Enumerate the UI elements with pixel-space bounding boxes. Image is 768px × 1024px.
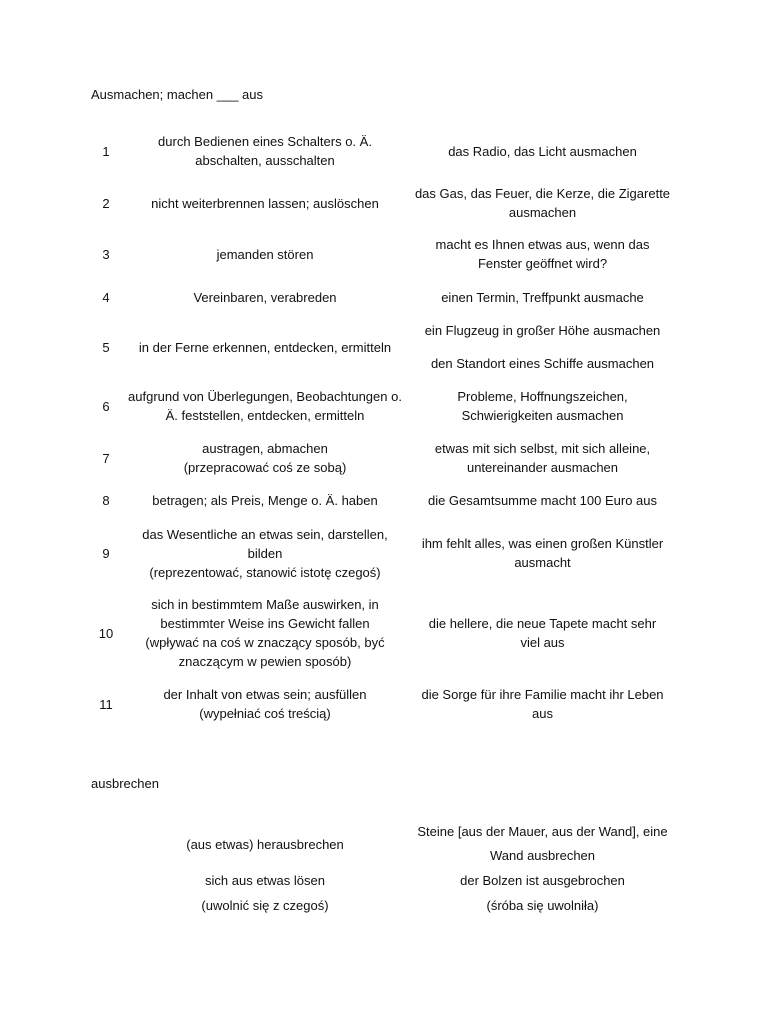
example-cell-line: macht es Ihnen etwas aus, wenn das: [435, 237, 650, 252]
example-cell-line: die hellere, die neue Tapete macht sehr: [428, 616, 657, 631]
meaning-cell: [125, 895, 405, 915]
meaning-cell-line: nicht weiterbrennen lassen; auslöschen: [151, 195, 379, 211]
example-cell: [410, 389, 675, 423]
example-cell-line: Fenster geöffnet wird?: [477, 256, 608, 271]
meaning-cell: [125, 193, 405, 213]
example-cell-line: (śróba się uwolniła): [486, 897, 599, 913]
meaning-cell: [125, 685, 405, 723]
example-cell-line: das Radio, das Licht ausmachen: [448, 143, 637, 159]
meaning-cell-line: jemanden stören: [216, 246, 314, 262]
example-cell-line: einen Termin, Treffpunkt ausmache: [441, 289, 644, 305]
meaning-cell: [125, 595, 405, 671]
meaning-cell-line: (uwolnić się z czegoś): [201, 897, 329, 913]
section-title-ausbrechen: ausbrechen: [91, 776, 159, 791]
example-cell-line: ausmacht: [514, 555, 571, 570]
example-cell-line: die Sorge für ihre Familie macht ihr Leben: [421, 687, 664, 702]
example-cell: [410, 893, 675, 917]
example-cell-line: die Gesamtsumme macht 100 Euro aus: [427, 492, 658, 508]
row-number: 5: [102, 339, 110, 355]
meaning-cell-line: das Wesentliche an etwas sein, darstellen,: [142, 526, 388, 542]
meaning-cell: [125, 439, 405, 477]
meaning-cell-line: durch Bedienen eines Schalters o. Ä.: [158, 134, 372, 149]
row-number: 10: [98, 625, 114, 641]
row-number: 1: [102, 143, 110, 159]
example-cell: [410, 687, 675, 721]
example-cell-line: der Bolzen ist ausgebrochen: [460, 872, 625, 888]
row-number: 7: [102, 450, 110, 466]
example-cell: [410, 287, 675, 307]
meaning-cell-line: der Inhalt von etwas sein; ausfüllen: [163, 687, 367, 702]
meaning-cell-line: in der Ferne erkennen, entdecken, ermitteln: [138, 339, 392, 355]
example-cell-line: ausmachen: [508, 205, 577, 220]
example-cell: [410, 186, 675, 220]
example-cell: [410, 141, 675, 161]
example-cell: [410, 322, 675, 373]
meaning-cell-line: aufgrund von Überlegungen, Beobachtungen o.: [128, 389, 402, 404]
meaning-cell: [125, 834, 405, 854]
example-cell-line: Probleme, Hoffnungszeichen,: [457, 389, 628, 404]
example-cell-line: untereinander ausmachen: [466, 460, 619, 475]
row-number: 8: [102, 492, 110, 508]
example-cell-line: Wand ausbrechen: [489, 848, 596, 863]
example-cell-line: Schwierigkeiten ausmachen: [461, 408, 624, 423]
meaning-cell: [125, 287, 405, 307]
meaning-cell-line: sich in bestimmtem Maße auswirken, in: [151, 597, 379, 612]
example-cell-line: das Gas, das Feuer, die Kerze, die Zigarette: [414, 186, 671, 201]
example-cell-line: den Standort eines Schiffe ausmachen: [430, 356, 655, 371]
meaning-cell: [125, 337, 405, 357]
meaning-cell-line: (reprezentować, stanowić istotę czegoś): [149, 564, 381, 580]
example-cell-line: ihm fehlt alles, was einen großen Künstler: [421, 536, 664, 551]
example-cell-line: [410, 340, 675, 354]
meaning-cell-line: Ä. feststellen, entdecken, ermitteln: [165, 408, 365, 423]
meaning-cell: [125, 525, 405, 582]
meaning-cell-line: (aus etwas) herausbrechen: [186, 836, 344, 852]
meaning-cell: [125, 870, 405, 890]
meaning-cell: [125, 244, 405, 264]
meaning-cell-line: abschalten, ausschalten: [195, 153, 335, 168]
meaning-cell: [125, 387, 405, 425]
section-title-ausmachen: Ausmachen; machen ___ aus: [91, 87, 263, 102]
meaning-cell-line: bestimmter Weise ins Gewicht fallen: [160, 616, 370, 631]
row-number: 3: [102, 246, 110, 262]
example-cell: [410, 441, 675, 475]
meaning-cell: [125, 132, 405, 170]
example-cell-line: aus: [532, 706, 553, 721]
meaning-cell-line: znaczącym w pewien sposób): [178, 654, 352, 669]
example-cell: [410, 868, 675, 892]
meaning-cell-line: Vereinbaren, verabreden: [193, 289, 337, 305]
meaning-cell: [125, 490, 405, 510]
row-number: 11: [99, 696, 113, 712]
row-number: 6: [102, 398, 110, 414]
meaning-cell-line: bilden: [247, 545, 283, 561]
example-cell: [410, 237, 675, 271]
row-number: 9: [102, 545, 110, 561]
row-number: 4: [102, 289, 110, 305]
example-cell: [410, 820, 675, 868]
example-cell-line: etwas mit sich selbst, mit sich alleine,: [434, 441, 651, 456]
meaning-cell-line: betragen; als Preis, Menge o. Ä. haben: [152, 492, 378, 508]
meaning-cell-line: (wpływać na coś w znaczący sposób, być: [145, 635, 385, 650]
meaning-cell-line: austragen, abmachen: [202, 441, 328, 456]
row-number: 2: [102, 195, 110, 211]
example-cell: [410, 616, 675, 650]
example-cell-line: Steine [aus der Mauer, aus der Wand], eine: [417, 824, 668, 839]
meaning-cell-line: (przepracować coś ze sobą): [183, 460, 347, 475]
meaning-cell-line: sich aus etwas lösen: [205, 872, 325, 888]
example-cell-line: ein Flugzeug in großer Höhe ausmachen: [424, 323, 661, 338]
example-cell-line: viel aus: [520, 635, 565, 650]
example-cell: [410, 490, 675, 510]
example-cell: [410, 536, 675, 570]
meaning-cell-line: (wypełniać coś treścią): [199, 706, 331, 721]
